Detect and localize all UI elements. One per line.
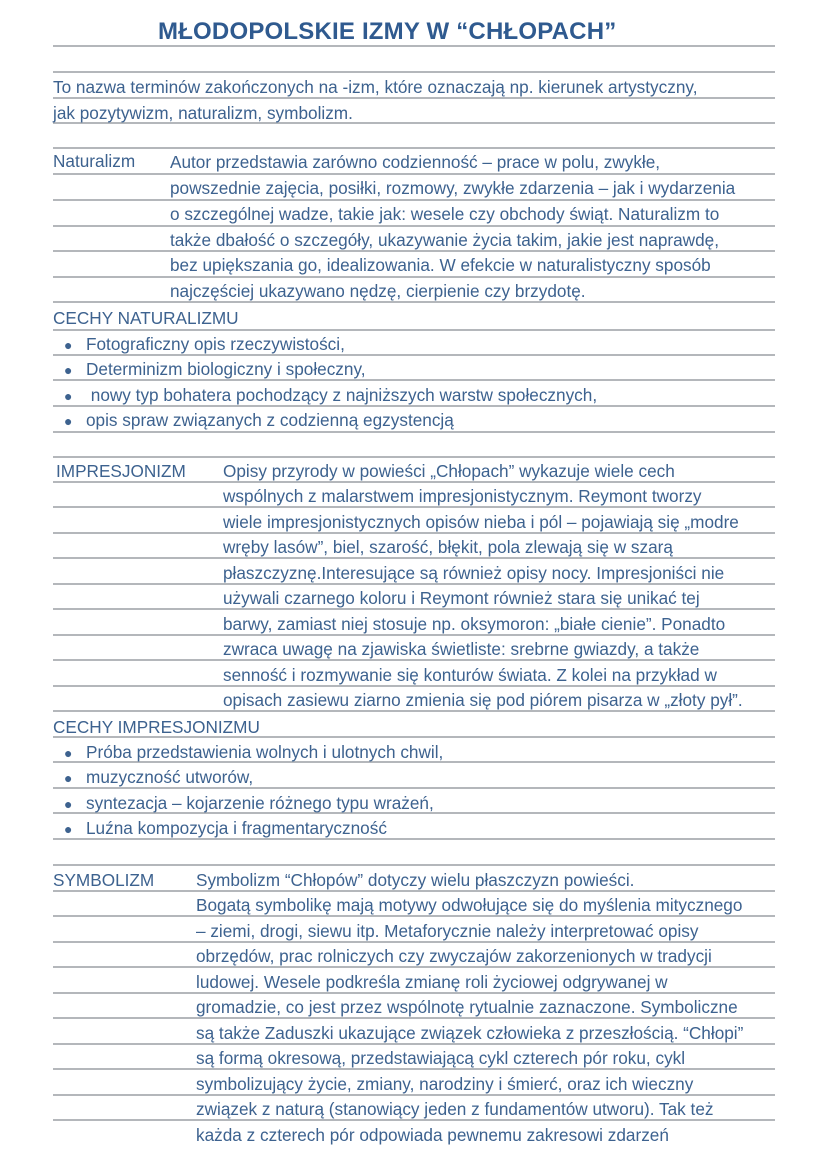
rule-line <box>53 276 775 278</box>
section-line: używali czarnego koloru i Reymont również stara się unikać tej <box>223 588 700 608</box>
rule-line <box>53 71 775 73</box>
section-line: o szczególnej wadze, takie jak: wesele czy obchody świąt. Naturalizm to <box>170 204 720 224</box>
rule-line <box>53 864 775 866</box>
rule-line <box>53 329 775 331</box>
section-line: wspólnych z malarstwem impresjonistycznym. Reymont tworzy <box>223 486 702 506</box>
rule-line <box>53 431 775 433</box>
section-line: wręby lasów”, biel, szarość, błękit, pola zlewają się w szarą <box>223 537 673 557</box>
section-line: zwraca uwagę na zjawiska świetliste: srebrne gwiazdy, a także <box>223 639 700 659</box>
bullet-icon: ● <box>64 362 73 378</box>
section-heading: CECHY IMPRESJONIZMU <box>53 717 260 737</box>
bullet-icon: ● <box>64 796 73 812</box>
list-item: opis spraw związanych z codzienną egzystencją <box>86 410 454 430</box>
section-line: wiele impresjonistycznych opisów nieba i pól – pojawiają się „modre <box>223 512 739 532</box>
section-heading: CECHY NATURALIZMU <box>53 308 239 328</box>
section-line: senność i rozmywanie się konturów świata. Z kolei na przykład w <box>223 665 717 685</box>
section-line: symbolizujący życie, zmiany, narodziny i śmierć, oraz ich wieczny <box>196 1074 694 1094</box>
section-line: opisach zasiewu ziarno zmienia się pod piórem pisarza w „złoty pył”. <box>223 690 743 710</box>
section-line: najczęściej ukazywano nędzę, cierpienie czy brzydotę. <box>170 281 586 301</box>
section-line: płaszczyznę.Interesujące są również opisy nocy. Impresjoniści nie <box>223 563 725 583</box>
bullet-icon: ● <box>64 821 73 837</box>
list-item: Determinizm biologiczny i społeczny, <box>86 359 366 379</box>
intro-line: jak pozytywizm, naturalizm, symbolizm. <box>53 103 353 123</box>
section-label: Naturalizm <box>53 151 136 171</box>
section-line: są także Zaduszki ukazujące związek człowieka z przeszłością. “Chłopi” <box>196 1023 744 1043</box>
list-item: muzyczność utworów, <box>86 767 254 787</box>
section-line: bez upiększania go, idealizowania. W efekcie w naturalistyczny sposób <box>170 255 711 275</box>
bullet-icon: ● <box>64 413 73 429</box>
section-line: Symbolizm “Chłopów” dotyczy wielu płaszczyzn powieści. <box>196 870 635 890</box>
section-label: IMPRESJONIZM <box>56 461 186 481</box>
section-label: SYMBOLIZM <box>53 870 155 890</box>
section-line: – ziemi, drogi, siewu itp. Metaforycznie należy interpretować opisy <box>196 921 699 941</box>
bullet-icon: ● <box>64 770 73 786</box>
rule-line <box>53 173 775 175</box>
section-line: Autor przedstawia zarówno codzienność – prace w polu, zwykłe, <box>170 152 661 172</box>
rule-line <box>53 199 775 201</box>
section-line: barwy, zamiast niej stosuje np. oksymoron: „białe cienie”. Ponadto <box>223 614 726 634</box>
bullet-icon: ● <box>64 337 73 353</box>
list-item: Fotograficzny opis rzeczywistości, <box>86 334 345 354</box>
intro-line: To nazwa terminów zakończonych na -izm, które oznaczają np. kierunek artystyczny, <box>53 77 698 97</box>
section-line: Opisy przyrody w powieści „Chłopach” wykazuje wiele cech <box>223 461 675 481</box>
section-line: Bogatą symbolikę mają motywy odwołujące się do myślenia mitycznego <box>196 895 743 915</box>
rule-line <box>53 147 775 149</box>
list-item: syntezacja – kojarzenie różnego typu wrażeń, <box>86 793 434 813</box>
section-line: ludowej. Wesele podkreśla zmianę roli życiowej odgrywanej w <box>196 972 668 992</box>
section-line: obrzędów, prac rolniczych czy zwyczajów zakorzenionych w tradycji <box>196 946 712 966</box>
section-line: powszednie zajęcia, posiłki, rozmowy, zwykłe zdarzenia – jak i wydarzenia <box>170 178 736 198</box>
bullet-icon: ● <box>64 388 73 404</box>
section-line: każda z czterech pór odpowiada pewnemu zakresowi zdarzeń <box>196 1125 669 1145</box>
list-item: Luźna kompozycja i fragmentaryczność <box>86 818 387 838</box>
section-line: gromadzie, co jest przez wspólnotę rytualnie zaznaczone. Symboliczne <box>196 997 738 1017</box>
bullet-icon: ● <box>64 745 73 761</box>
rule-line <box>53 456 775 458</box>
list-item: nowy typ bohatera pochodzący z najniższych warstw społecznych, <box>86 385 598 405</box>
section-line: także dbałość o szczegóły, ukazywanie życia takim, jakie jest naprawdę, <box>170 230 719 250</box>
list-item: Próba przedstawienia wolnych i ulotnych chwil, <box>86 742 444 762</box>
rule-line <box>53 225 775 227</box>
section-line: są formą okresową, przedstawiającą cykl czterech pór roku, cykl <box>196 1048 686 1068</box>
section-line: związek z naturą (stanowiący jeden z fundamentów utworu). Tak też <box>196 1099 714 1119</box>
page-title: MŁODOPOLSKIE IZMY W “CHŁOPACH” <box>158 18 617 45</box>
